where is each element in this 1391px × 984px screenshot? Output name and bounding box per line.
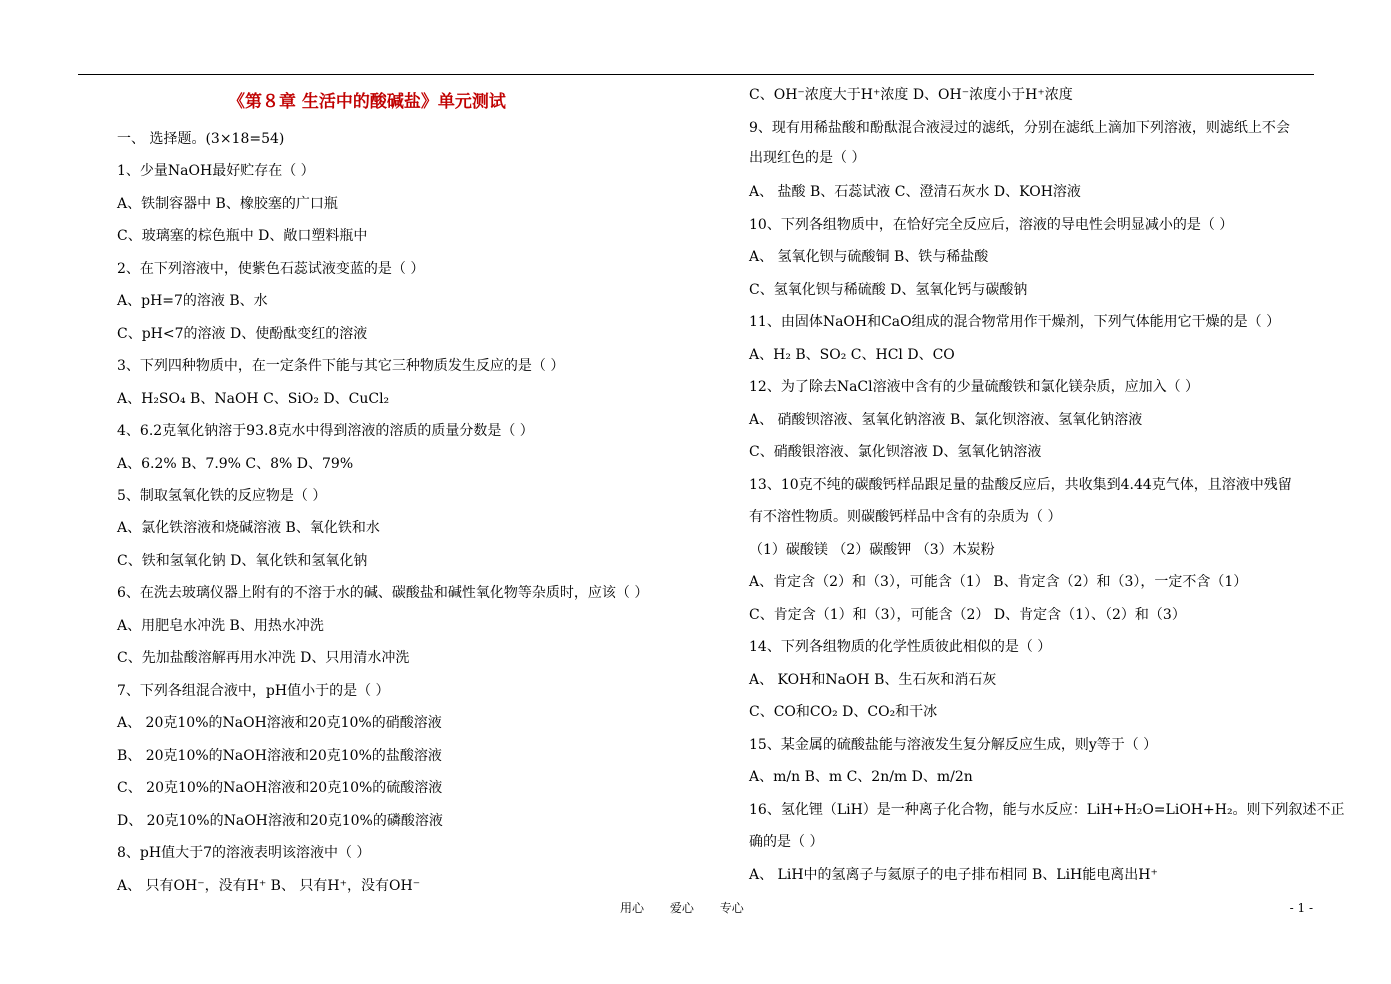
question-line: B、 20克10%的NaOH溶液和20克10%的盐酸溶液 (117, 748, 442, 764)
question-line: D、 20克10%的NaOH溶液和20克10%的磷酸溶液 (117, 813, 443, 829)
question-line: C、CO和CO₂ D、CO₂和干冰 (749, 704, 938, 720)
question-line: 6、在洗去玻璃仪器上附有的不溶于水的碱、碳酸盐和碱性氧化物等杂质时，应该（ ） (117, 585, 649, 601)
section-heading: 一、 选择题。(3×18=54) (117, 131, 285, 147)
header-rule (78, 74, 1314, 75)
question-line: 3、下列四种物质中，在一定条件下能与其它三种物质发生反应的是（ ） (117, 358, 565, 374)
question-line: A、H₂SO₄ B、NaOH C、SiO₂ D、CuCl₂ (117, 391, 390, 407)
question-line: 确的是（ ） (749, 834, 824, 850)
question-line: 出现红色的是（ ） (749, 150, 866, 166)
question-line: C、 20克10%的NaOH溶液和20克10%的硫酸溶液 (117, 780, 443, 796)
question-line: 13、10克不纯的碳酸钙样品跟足量的盐酸反应后，共收集到4.44克气体，且溶液中残留 (749, 477, 1292, 493)
question-line: 11、由固体NaOH和CaO组成的混合物常用作干燥剂，下列气体能用它干燥的是（ ） (749, 314, 1281, 330)
page-number: - 1 - (1289, 901, 1313, 915)
question-line: A、 硝酸钡溶液、氢氧化钠溶液 B、氯化钡溶液、氢氧化钠溶液 (749, 412, 1143, 428)
question-line: 9、现有用稀盐酸和酚酞混合液浸过的滤纸，分别在滤纸上滴加下列溶液，则滤纸上不会 (749, 120, 1290, 136)
question-line: （1）碳酸镁 （2）碳酸钾 （3）木炭粉 (749, 542, 995, 558)
question-line: 2、在下列溶液中，使紫色石蕊试液变蓝的是（ ） (117, 261, 425, 277)
question-line: A、6.2% B、7.9% C、8% D、79% (117, 456, 354, 472)
question-line: C、OH⁻浓度大于H⁺浓度 D、OH⁻浓度小于H⁺浓度 (749, 87, 1073, 103)
page-footer (620, 899, 766, 917)
question-line: C、氢氧化钡与稀硫酸 D、氢氧化钙与碳酸钠 (749, 282, 1028, 298)
question-line: A、 只有OH⁻，没有H⁺ B、 只有H⁺，没有OH⁻ (117, 878, 421, 894)
question-line: 4、6.2克氧化钠溶于93.8克水中得到溶液的溶质的质量分数是（ ） (117, 423, 534, 439)
question-line: A、铁制容器中 B、橡胶塞的广口瓶 (117, 196, 338, 212)
question-line: C、pH<7的溶液 D、使酚酞变红的溶液 (117, 326, 368, 342)
question-line: A、 氢氧化钡与硫酸铜 B、铁与稀盐酸 (749, 249, 989, 265)
question-line: A、 LiH中的氢离子与氦原子的电子排布相同 B、LiH能电离出H⁺ (749, 867, 1158, 883)
question-line: 12、为了除去NaCl溶液中含有的少量硫酸铁和氯化镁杂质，应加入（ ） (749, 379, 1200, 395)
question-line: 8、pH值大于7的溶液表明该溶液中（ ） (117, 845, 371, 861)
question-line: A、m/n B、m C、2n/m D、m/2n (749, 769, 973, 785)
question-line: A、pH=7的溶液 B、水 (117, 293, 268, 309)
question-line: A、肯定含（2）和（3），可能含（1） B、肯定含（2）和（3），一定不含（1） (749, 574, 1248, 590)
document-title: 《第８章 生活中的酸碱盐》单元测试 (228, 92, 506, 112)
question-line: C、硝酸银溶液、氯化钡溶液 D、氢氧化钠溶液 (749, 444, 1042, 460)
footer-text: 爱心 (669, 901, 694, 915)
question-line: A、 KOH和NaOH B、生石灰和消石灰 (749, 672, 997, 688)
question-line: A、氯化铁溶液和烧碱溶液 B、氧化铁和水 (117, 520, 380, 536)
question-line: C、肯定含（1）和（3），可能含（2） D、肯定含（1）、（2）和（3） (749, 607, 1186, 623)
question-line: 16、氢化锂（LiH）是一种离子化合物，能与水反应：LiH+H₂O=LiOH+H₂。则下列叙述不正 (749, 802, 1345, 818)
footer-text: 用心 (620, 901, 645, 915)
question-line: A、用肥皂水冲洗 B、用热水冲洗 (117, 618, 324, 634)
question-line: A、 盐酸 B、石蕊试液 C、澄清石灰水 D、KOH溶液 (749, 184, 1081, 200)
question-line: A、H₂ B、SO₂ C、HCl D、CO (749, 347, 955, 363)
question-line: 5、制取氢氧化铁的反应物是（ ） (117, 488, 327, 504)
question-line: 10、下列各组物质中，在恰好完全反应后，溶液的导电性会明显减小的是（ ） (749, 217, 1234, 233)
question-line: 14、下列各组物质的化学性质彼此相似的是（ ） (749, 639, 1052, 655)
question-line: A、 20克10%的NaOH溶液和20克10%的硝酸溶液 (117, 715, 442, 731)
footer-text: 专心 (719, 901, 744, 915)
question-line: 15、某金属的硫酸盐能与溶液发生复分解反应生成，则y等于（ ） (749, 737, 1158, 753)
question-line: 有不溶性物质。则碳酸钙样品中含有的杂质为（ ） (749, 509, 1062, 525)
question-line: C、铁和氢氧化钠 D、氧化铁和氢氧化钠 (117, 553, 368, 569)
question-line: 7、下列各组混合液中，pH值小于的是（ ） (117, 683, 390, 699)
question-line: C、先加盐酸溶解再用水冲洗 D、只用清水冲洗 (117, 650, 410, 666)
question-line: C、玻璃塞的棕色瓶中 D、敞口塑料瓶中 (117, 228, 368, 244)
question-line: 1、少量NaOH最好贮存在（ ） (117, 163, 315, 179)
